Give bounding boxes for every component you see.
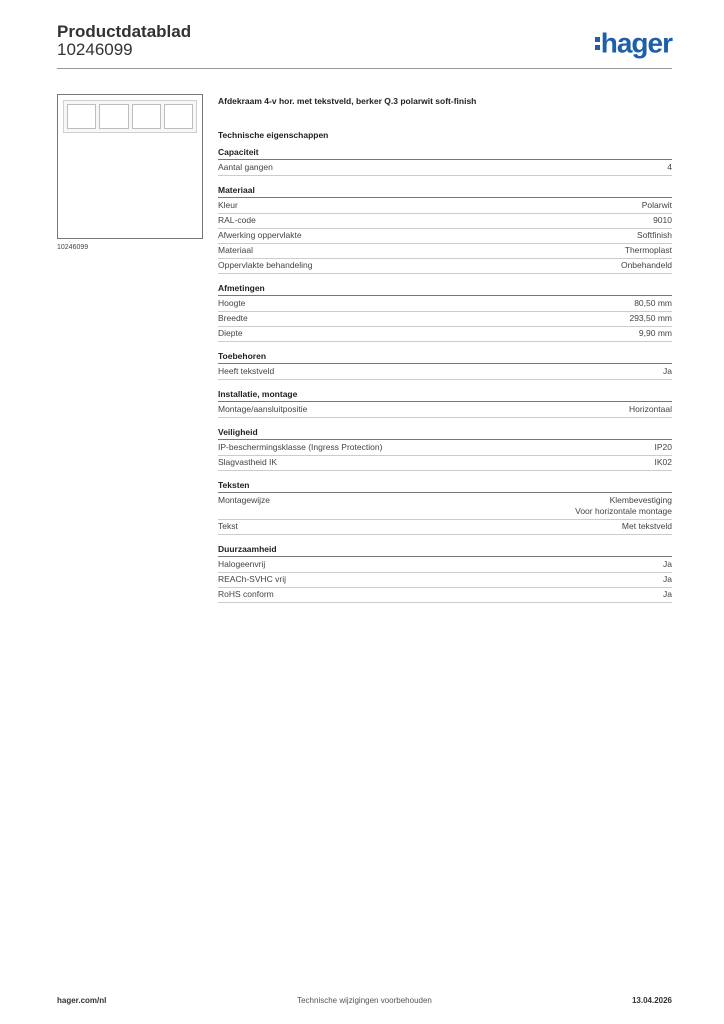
spec-value-line: 9,90 mm (638, 328, 672, 338)
logo-text: hager (600, 27, 672, 59)
spec-label: Slagvastheid IK (218, 457, 278, 467)
logo-dots-icon (595, 34, 600, 53)
image-caption: 10246099 (57, 244, 89, 251)
group-title: Duurzaamheid (218, 544, 672, 557)
spec-group (218, 147, 672, 176)
spec-label: RoHS conform (218, 589, 274, 599)
spec-value (625, 245, 672, 256)
page-header (57, 22, 672, 69)
spec-value-line: 293,50 mm (629, 313, 672, 323)
spec-value-line: 80,50 mm (634, 298, 672, 308)
spec-value-line: IP20 (654, 442, 672, 452)
spec-value-line: Thermoplast (624, 245, 672, 255)
spec-value-line: Horizontaal (629, 404, 672, 414)
frame-cell (67, 104, 96, 129)
spec-row (218, 403, 672, 418)
spec-value (663, 589, 672, 600)
spec-value (639, 328, 672, 339)
group-title: Afmetingen (218, 283, 672, 296)
spec-value (667, 162, 672, 173)
spec-value (655, 457, 673, 468)
spec-value-line: Ja (663, 574, 672, 584)
spec-value-line: Ja (663, 559, 672, 569)
document-number: 10246099 (57, 40, 133, 59)
spec-label: REACh-SVHC vrij (218, 574, 287, 584)
page-footer (57, 996, 672, 1010)
spec-row (218, 199, 672, 214)
spec-value (629, 404, 672, 415)
spec-label: IP-beschermingsklasse (Ingress Protection) (218, 442, 383, 452)
footer-disclaimer: Technische wijzigingen voorbehouden (297, 996, 432, 1005)
spec-value-line: Polarwit (641, 200, 672, 210)
spec-row (218, 441, 672, 456)
spec-value-line: Klembevestiging (609, 495, 672, 505)
spec-value-line: Softfinish (637, 230, 672, 240)
spec-group (218, 480, 672, 535)
spec-value-line: Onbehandeld (620, 260, 672, 270)
spec-row (218, 229, 672, 244)
spec-value-line: IK02 (654, 457, 672, 467)
spec-group (218, 351, 672, 380)
spec-content (218, 96, 672, 612)
document-title: Productdatablad (57, 22, 192, 41)
spec-label: Aantal gangen (218, 162, 273, 172)
spec-row (218, 297, 672, 312)
spec-row (218, 365, 672, 380)
spec-group (218, 185, 672, 274)
spec-row (218, 558, 672, 573)
spec-row (218, 161, 672, 176)
group-title: Veiligheid (218, 427, 672, 440)
frame-cell (99, 104, 128, 129)
group-title: Toebehoren (218, 351, 672, 364)
spec-value (637, 230, 672, 241)
spec-label: Diepte (218, 328, 243, 338)
spec-label: Afwerking oppervlakte (218, 230, 302, 240)
spec-row (218, 494, 672, 520)
spec-group (218, 389, 672, 418)
spec-value (663, 366, 672, 377)
spec-value (663, 559, 672, 570)
cover-frame-illustration (63, 100, 197, 133)
spec-label: Montage/aansluitpositie (218, 404, 308, 414)
frame-cell (164, 104, 193, 129)
spec-group (218, 283, 672, 342)
spec-value-line: 4 (667, 162, 672, 172)
footer-date: 13.04.2026 (631, 996, 672, 1005)
footer-website: hager.com/nl (57, 996, 107, 1005)
spec-label: Materiaal (218, 245, 253, 255)
spec-value (622, 521, 672, 532)
hager-logo (595, 26, 672, 60)
spec-label: Montagewijze (218, 495, 270, 505)
spec-groups (218, 147, 672, 603)
spec-label: Kleur (218, 200, 238, 210)
spec-value-line: Met tekstveld (621, 521, 672, 531)
spec-value (629, 313, 672, 324)
spec-value (653, 215, 672, 226)
group-title: Installatie, montage (218, 389, 672, 402)
spec-group (218, 427, 672, 471)
spec-value-line: Ja (663, 366, 672, 376)
spec-row (218, 573, 672, 588)
spec-label: RAL-code (218, 215, 256, 225)
spec-label: Breedte (218, 313, 248, 323)
spec-value (621, 260, 672, 271)
spec-label: Heeft tekstveld (218, 366, 275, 376)
spec-value-line: Voor horizontale montage (575, 506, 672, 516)
section-title: Technische eigenschappen (218, 130, 329, 140)
spec-value (663, 574, 672, 585)
spec-row (218, 259, 672, 274)
spec-label: Hoogte (218, 298, 246, 308)
spec-value (642, 200, 672, 211)
spec-row (218, 214, 672, 229)
spec-label: Oppervlakte behandeling (218, 260, 313, 270)
product-name: Afdekraam 4-v hor. met tekstveld, berker Q.3 polarwit soft-finish (218, 96, 477, 106)
spec-row (218, 327, 672, 342)
product-image (57, 94, 203, 239)
spec-row (218, 588, 672, 603)
spec-value (575, 495, 672, 517)
spec-value-line: 9010 (653, 215, 672, 225)
spec-row (218, 456, 672, 471)
spec-group (218, 544, 672, 603)
spec-row (218, 312, 672, 327)
spec-row (218, 244, 672, 259)
spec-value-line: Ja (663, 589, 672, 599)
spec-label: Tekst (218, 521, 238, 531)
spec-value (634, 298, 672, 309)
spec-row (218, 520, 672, 535)
group-title: Teksten (218, 480, 672, 493)
group-title: Materiaal (218, 185, 672, 198)
frame-cell (132, 104, 161, 129)
spec-value (655, 442, 673, 453)
group-title: Capaciteit (218, 147, 672, 160)
spec-label: Halogeenvrij (218, 559, 266, 569)
